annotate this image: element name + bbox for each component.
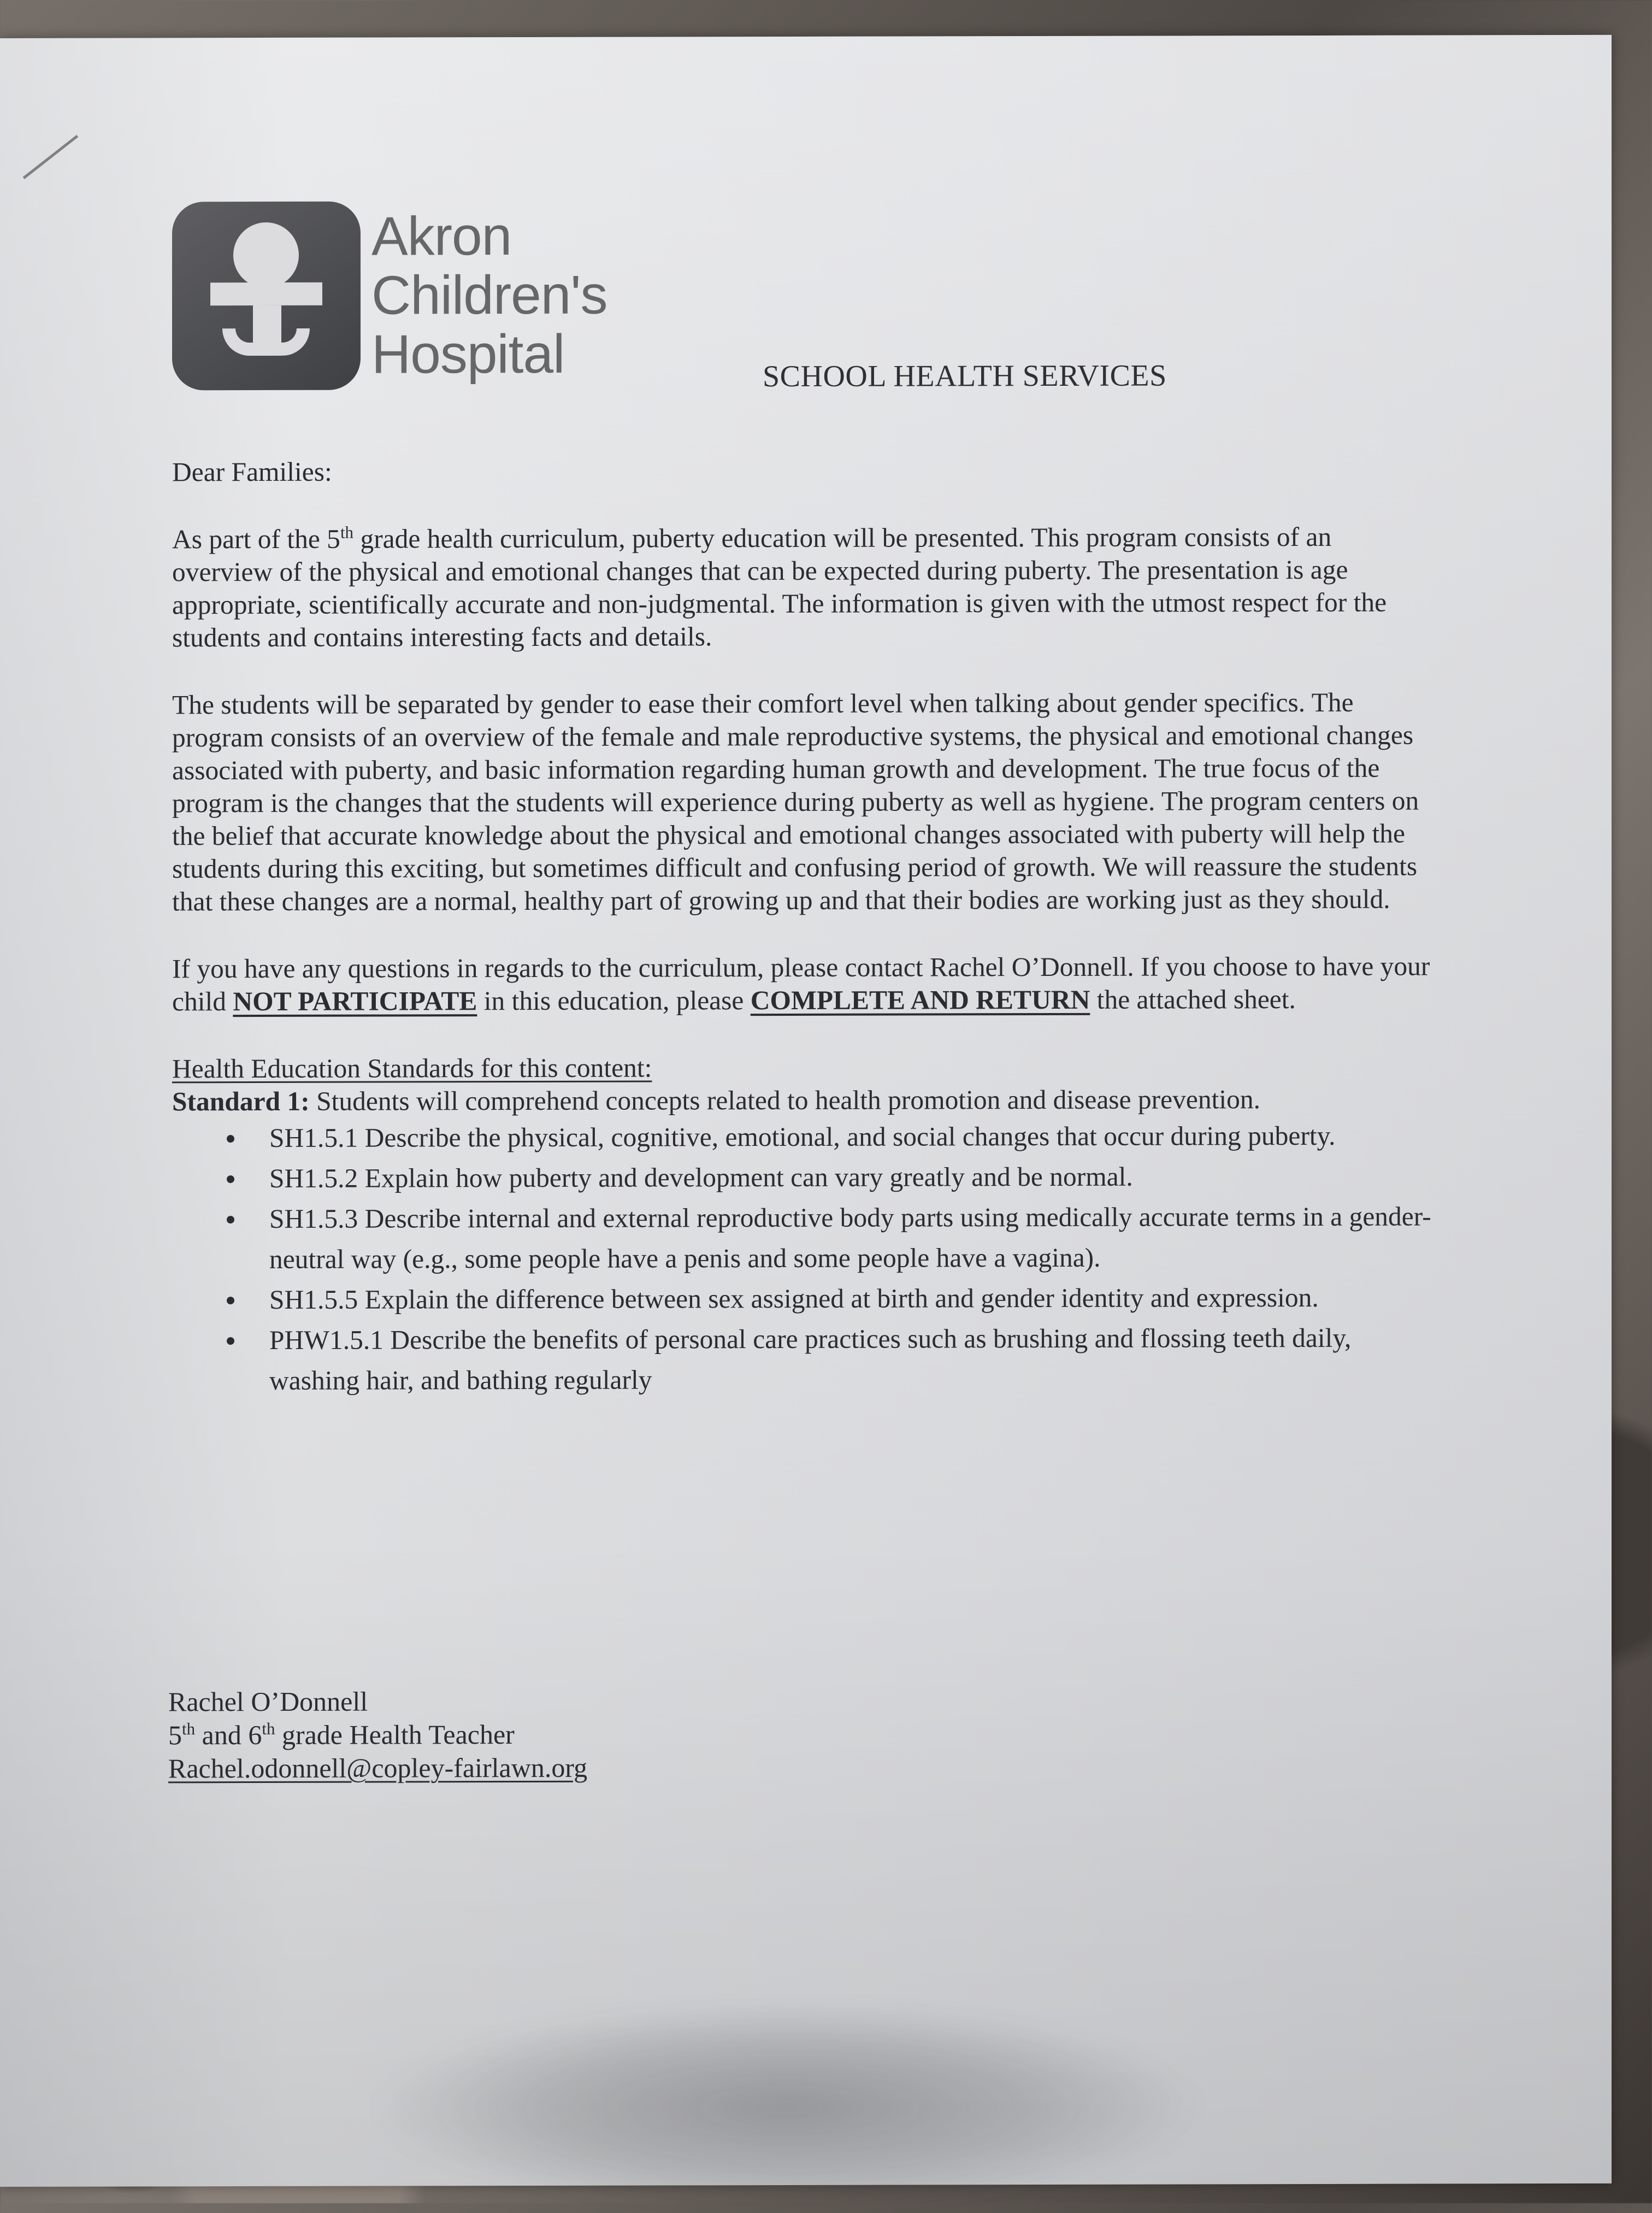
complete-and-return-emphasis: COMPLETE AND RETURN xyxy=(750,984,1090,1016)
paragraph-contact-and-opt-out xyxy=(172,950,1435,1018)
logo-word-childrens: Children's xyxy=(371,264,607,326)
bullet-icon xyxy=(227,1216,234,1223)
bullet-text: PHW1.5.1 Describe the benefits of personal care practices such as brushing and flossing teeth daily, washing hair, and bathing regularly xyxy=(269,1322,1352,1396)
bullet-icon xyxy=(227,1297,234,1304)
role-grade-6-prefix: and 6 xyxy=(195,1719,262,1751)
salutation: Dear Families: xyxy=(172,456,332,487)
teacher-name: Rachel O’Donnell xyxy=(168,1686,368,1717)
not-participate-emphasis: NOT PARTICIPATE xyxy=(233,986,477,1017)
standard-one-text: Students will comprehend concepts related to health promotion and disease prevention. xyxy=(309,1084,1260,1116)
teacher-role xyxy=(168,1718,587,1752)
logo-word-akron: Akron xyxy=(371,205,512,267)
list-item xyxy=(227,1156,1439,1199)
printed-letter-page xyxy=(0,35,1612,2187)
list-item xyxy=(227,1196,1439,1280)
paragraph-program-details: The students will be separated by gender to ease their comfort level when talking about gender specifics. The program consists of an overview of the female and male reproductive systems, the physical and emotional changes associated with puberty, and basic information regarding human growth and development. The true focus of the program is the changes that the students will experience during puberty as well as hygiene. The program centers on the belief that accurate knowledge about the physical and emotional changes associated with puberty will help the students during this exciting, but sometimes difficult and confusing period of growth. We will reassure the students that these changes are a normal, healthy part of growing up and that their bodies are working just as they should. xyxy=(172,687,1419,917)
bullet-text: SH1.5.5 Explain the difference between sex assigned at birth and gender identity and expression. xyxy=(269,1282,1319,1315)
bullet-text: SH1.5.2 Explain how puberty and development can vary greatly and be normal. xyxy=(269,1161,1133,1193)
paragraph-program-overview-rest: grade health curriculum, puberty education will be presented. This program consists of an overview of the physical and emotional changes that can be expected during puberty. The presentation is age appropriate, scientifically accurate and non-judgmental. The information is given with the utmost respect for the students and contains interesting facts and details. xyxy=(172,521,1387,653)
bullet-icon xyxy=(227,1337,234,1345)
logo-head-shape xyxy=(233,222,299,288)
list-item xyxy=(227,1317,1439,1401)
teacher-email-link[interactable]: Rachel.odonnell@copley-fairlawn.org xyxy=(168,1752,588,1784)
standards-bullet-list xyxy=(227,1115,1439,1401)
bullet-text: SH1.5.3 Describe internal and external reproductive body parts using medically accurate terms in a gender-neutral way (e.g., some people have a penis and some people have a vagina). xyxy=(269,1201,1431,1274)
role-title: grade Health Teacher xyxy=(275,1719,515,1750)
hospital-logo-icon xyxy=(172,202,361,391)
logo-word-hospital: Hospital xyxy=(371,323,565,385)
akron-childrens-hospital-logo xyxy=(172,163,626,388)
bullet-text: SH1.5.1 Describe the physical, cognitive, emotional, and social changes that occur during puberty. xyxy=(269,1120,1336,1153)
logo-base-shape xyxy=(222,328,310,356)
paragraph-program-overview xyxy=(172,520,1435,654)
list-item xyxy=(227,1115,1439,1158)
bullet-icon xyxy=(227,1175,234,1183)
contact-text-middle: in this education, please xyxy=(477,985,751,1016)
role-grade-5: 5 xyxy=(168,1720,182,1751)
grade-superscript: th xyxy=(340,522,354,542)
letter-body xyxy=(172,453,1445,1401)
health-standards-heading: Health Education Standards for this content: xyxy=(172,1052,652,1084)
logo-crossbar-shape xyxy=(210,282,322,305)
contact-text-start: If you have any questions in regards to the curriculum, please contact Rachel O’Donnell. If you choose to have your child xyxy=(172,951,1430,1017)
role-grade-6-superscript: th xyxy=(262,1718,275,1738)
list-item xyxy=(227,1277,1439,1320)
school-health-services-heading: SCHOOL HEALTH SERVICES xyxy=(763,358,1167,394)
standard-one xyxy=(172,1082,1445,1118)
standard-one-label: Standard 1: xyxy=(172,1086,310,1117)
paragraph-program-overview-start: As part of the 5 xyxy=(172,523,340,555)
bullet-icon xyxy=(227,1135,234,1143)
contact-text-end: the attached sheet. xyxy=(1090,984,1296,1015)
teacher-signature-block xyxy=(168,1685,587,1786)
pencil-mark xyxy=(23,135,79,179)
hospital-logo-wordmark xyxy=(371,207,607,384)
role-grade-5-superscript: th xyxy=(182,1719,196,1739)
